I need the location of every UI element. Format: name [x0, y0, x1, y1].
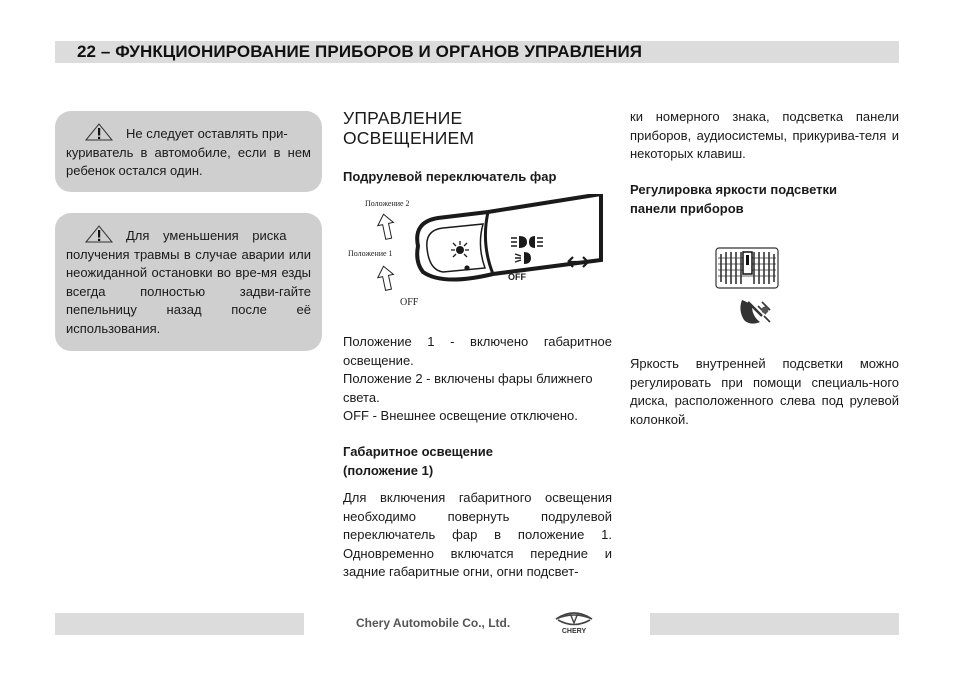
positions-description	[343, 333, 612, 426]
continued-text: ки номерного знака, подсветка панели приборов, аудиосистемы, прикурива-теля и некоторых клавиш.	[630, 109, 899, 162]
heading-line: Регулировка яркости подсветки	[630, 182, 838, 197]
headlight-switch-diagram	[343, 194, 605, 310]
section-title	[343, 108, 474, 148]
heading-line: (положение 1)	[343, 462, 434, 478]
warning-box-cigarette-lighter	[55, 111, 322, 192]
brightness-adjust-icon	[740, 300, 770, 324]
position-1-text: Положение 1 - включено габаритное освещение.	[343, 334, 612, 368]
section-title-line: УПРАВЛЕНИЕ	[343, 108, 463, 128]
chery-logo-text: CHERY	[561, 628, 587, 635]
warning-text: куриватель в автомобиле, если в нем ребенок остался один.	[66, 144, 311, 178]
heading-line: панели приборов	[630, 200, 744, 216]
page-title: 22 – ФУНКЦИОНИРОВАНИЕ ПРИБОРОВ И ОРГАНОВ УПРАВЛЕНИЯ	[77, 42, 643, 61]
footer-bar-left	[55, 613, 304, 635]
diagram-label-off: OFF	[400, 297, 419, 308]
warning-text-lead: Не следует оставлять при-	[126, 126, 288, 141]
arrow-up-icon	[376, 265, 397, 292]
position-off-text: OFF - Внешнее освещение отключено.	[343, 408, 578, 424]
chery-logo	[548, 609, 600, 635]
chery-logo-icon	[556, 613, 592, 625]
footer-company: Chery Automobile Co., Ltd.	[356, 616, 511, 630]
diagram-label-position-1: Положение 1	[348, 249, 393, 258]
parking-light-text: Для включения габаритного освещения необходимо повернуть подрулевой переключатель фар в положение 1. Одновременно включатся передние и задние габаритные огни, огни подсвет-	[343, 490, 612, 580]
diagram-label-position-2: Положение 2	[365, 199, 410, 208]
arrow-up-icon	[376, 213, 397, 241]
switch-off-label-icon: OFF	[508, 272, 526, 282]
warning-triangle-icon	[84, 225, 114, 243]
warning-triangle-icon	[84, 123, 114, 141]
section-title-line: ОСВЕЩЕНИЕМ	[343, 128, 475, 148]
dimmer-heading	[630, 181, 837, 218]
warning-text-lead: Для уменьшения риска	[126, 228, 287, 243]
warning-box-ashtray	[55, 213, 322, 351]
dimmer-wheel-illustration	[712, 244, 784, 332]
header-bar	[55, 41, 899, 63]
footer-bar-right	[650, 613, 899, 635]
warning-text: получения травмы в случае аварии или неожиданной остановки во вре-мя езды всегда полностью задви-гайте пепельницу назад после её использования.	[66, 246, 311, 336]
heading-line: Габаритное освещение	[343, 444, 493, 459]
dimmer-text: Яркость внутренней подсветки можно регулировать при помощи специаль-ного диска, расположенного слева под рулевой колонкой.	[630, 356, 899, 427]
switch-heading: Подрулевой переключатель фар	[343, 169, 557, 184]
parking-light-heading	[343, 443, 493, 480]
dimmer-wheel-icon	[716, 248, 778, 288]
position-2-text: Положение 2 - включены фары ближнего света.	[343, 371, 593, 405]
